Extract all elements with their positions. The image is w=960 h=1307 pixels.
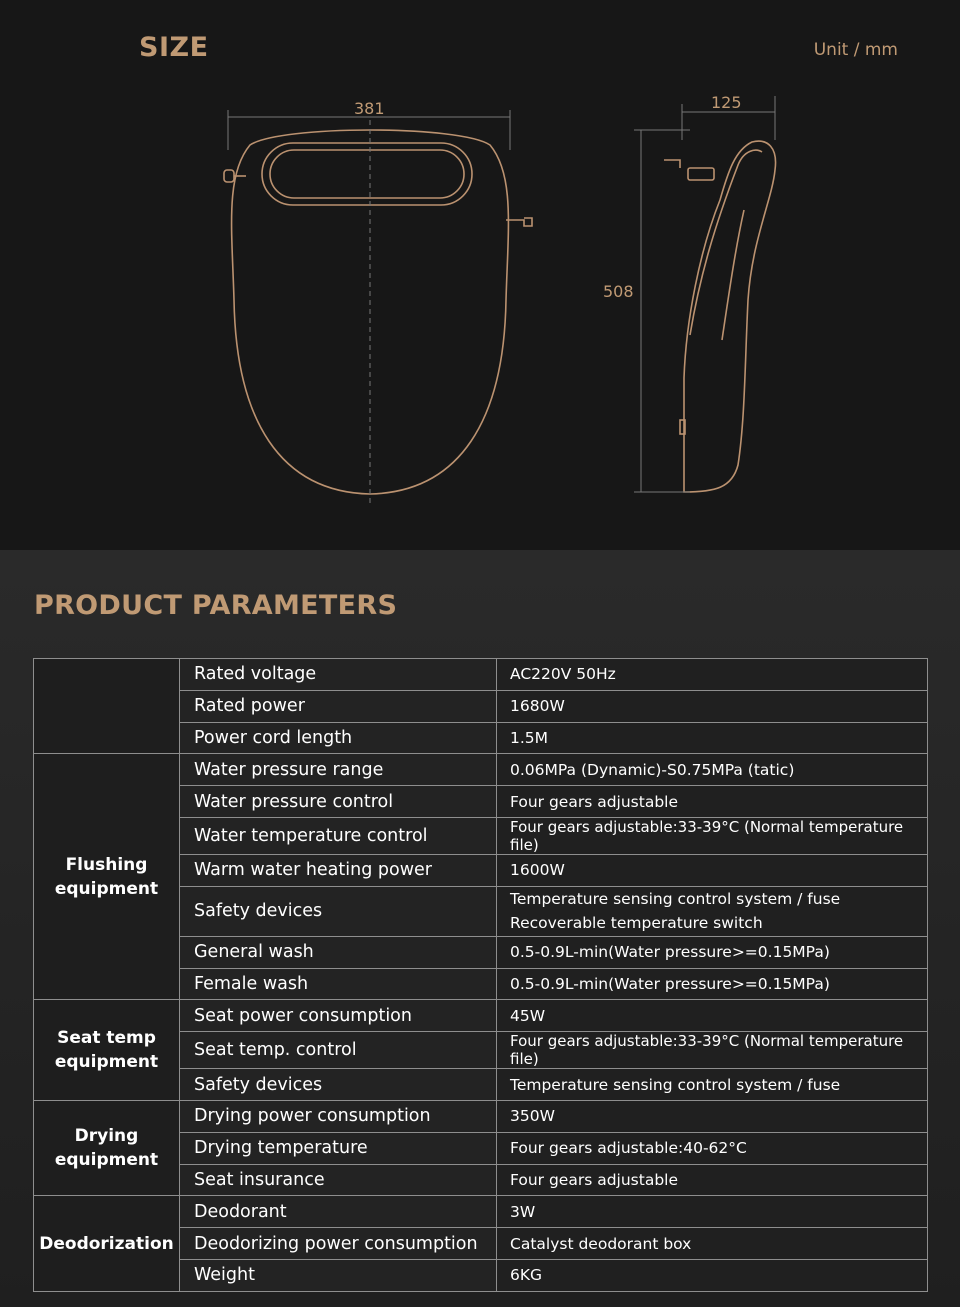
param-value: Four gears adjustable:33-39°C (Normal temperature file): [497, 817, 928, 854]
param-name: Deodorizing power consumption: [180, 1228, 497, 1260]
param-name: Safety devices: [180, 886, 497, 936]
param-value: 6KG: [497, 1259, 928, 1291]
param-name: Warm water heating power: [180, 854, 497, 886]
param-name: Water pressure range: [180, 754, 497, 786]
group-seat-temp-equipment: [34, 1000, 180, 1101]
param-value: Four gears adjustable: [497, 786, 928, 818]
table-row: [34, 1100, 928, 1132]
param-name: Female wash: [180, 968, 497, 1000]
param-value: Four gears adjustable: [497, 1164, 928, 1196]
param-name: Water pressure control: [180, 786, 497, 818]
depth-label: 125: [711, 93, 742, 112]
param-value: 3W: [497, 1196, 928, 1228]
param-value-line: Temperature sensing control system / fuse: [510, 890, 841, 909]
param-value: 45W: [497, 1000, 928, 1032]
unit-label: Unit / mm: [813, 40, 898, 60]
param-name: Seat insurance: [180, 1164, 497, 1196]
param-name: Rated power: [180, 690, 497, 722]
param-value: 1.5M: [497, 722, 928, 754]
param-name: Weight: [180, 1259, 497, 1291]
group-label: Flushing equipment: [54, 854, 159, 899]
param-value: 0.5-0.9L-min(Water pressure>=0.15MPa): [497, 936, 928, 968]
size-section: [0, 0, 960, 550]
param-value: 350W: [497, 1100, 928, 1132]
params-title: PRODUCT PARAMETERS: [34, 590, 398, 621]
param-name: Drying power consumption: [180, 1100, 497, 1132]
table-row: [34, 754, 928, 786]
param-value: 0.5-0.9L-min(Water pressure>=0.15MPa): [497, 968, 928, 1000]
width-label: 381: [354, 99, 385, 118]
param-name: Seat temp. control: [180, 1032, 497, 1069]
table-row: [34, 659, 928, 691]
param-value: 1680W: [497, 690, 928, 722]
group-flushing-equipment: [34, 754, 180, 1000]
param-value: Temperature sensing control system / fuse: [497, 1069, 928, 1101]
param-name: Safety devices: [180, 1069, 497, 1101]
param-value: AC220V 50Hz: [497, 659, 928, 691]
param-name: General wash: [180, 936, 497, 968]
param-value: Four gears adjustable:33-39°C (Normal temperature file): [497, 1032, 928, 1069]
param-value: 1600W: [497, 854, 928, 886]
size-title: SIZE: [139, 32, 209, 63]
param-name: Rated voltage: [180, 659, 497, 691]
param-name: Deodorant: [180, 1196, 497, 1228]
param-name: Power cord length: [180, 722, 497, 754]
toilet-seat-front-view: [224, 130, 532, 494]
param-value-line: Recoverable temperature switch: [510, 914, 763, 933]
table-row: [34, 1196, 928, 1228]
group-label: Drying equipment: [54, 1126, 159, 1171]
param-value: 0.06MPa (Dynamic)-S0.75MPa (tatic): [497, 754, 928, 786]
param-value: Four gears adjustable:40-62°C: [497, 1132, 928, 1164]
param-value: Catalyst deodorant box: [497, 1228, 928, 1260]
toilet-seat-side-view: [664, 141, 776, 492]
group-drying-equipment: [34, 1100, 180, 1195]
table-row: [34, 1000, 928, 1032]
dimension-drawing: [0, 0, 960, 550]
group-general: [34, 659, 180, 754]
height-dimension-line: [634, 130, 690, 492]
parameters-table: [33, 658, 928, 1292]
param-name: Drying temperature: [180, 1132, 497, 1164]
param-name: Seat power consumption: [180, 1000, 497, 1032]
group-label: Seat temp equipment: [54, 1028, 159, 1073]
group-deodorization: Deodorization: [34, 1196, 180, 1291]
param-value: [497, 886, 928, 936]
height-label: 508: [603, 282, 634, 301]
param-name: Water temperature control: [180, 817, 497, 854]
params-section: [0, 550, 960, 1307]
